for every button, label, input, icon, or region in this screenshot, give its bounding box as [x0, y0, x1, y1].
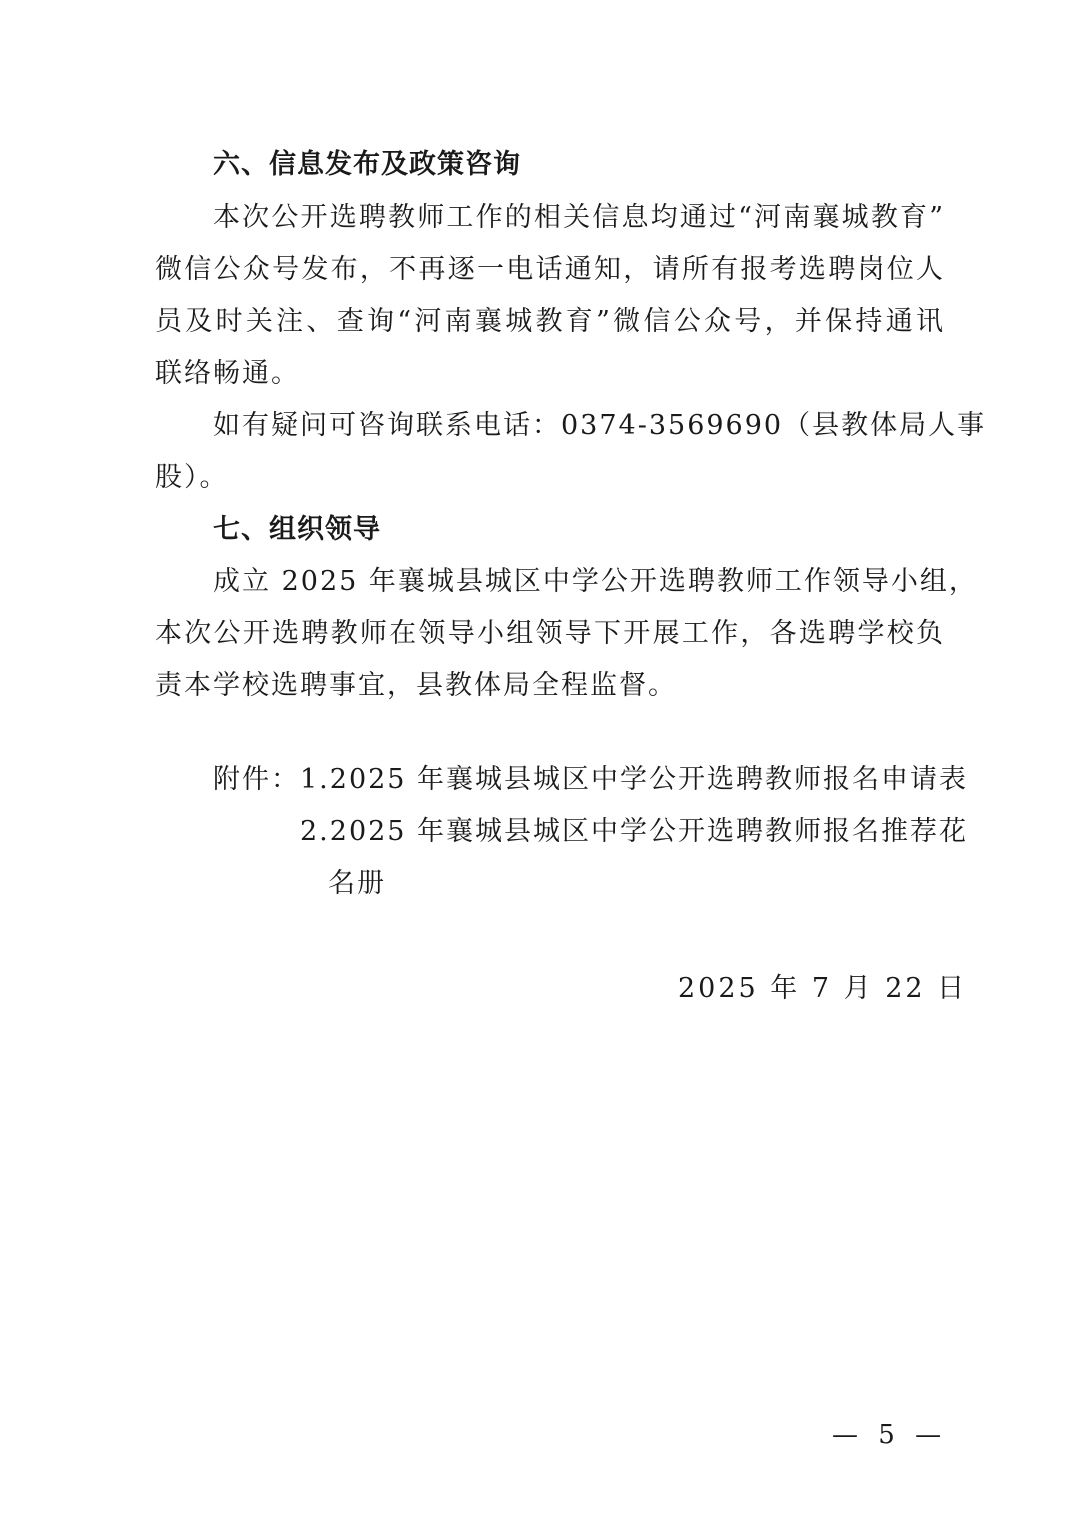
attachment-item-2-continued: 名册 — [328, 868, 386, 899]
paragraph-line: 本次公开选聘教师在领导小组领导下开展工作，各选聘学校负 — [155, 618, 945, 649]
paragraph-line: 员及时关注、查询“河南襄城教育”微信公众号，并保持通讯 — [155, 306, 945, 337]
paragraph-line: 责本学校选聘事宜，县教体局全程监督。 — [155, 670, 677, 701]
section-heading-info-release: 六、信息发布及政策咨询 — [213, 149, 521, 180]
paragraph-line: 本次公开选聘教师工作的相关信息均通过“河南襄城教育” — [213, 202, 945, 233]
document-date: 2025 年 7 月 22 日 — [678, 973, 968, 1004]
page-number: — 5 — — [832, 1420, 948, 1450]
section-heading-leadership: 七、组织领导 — [213, 514, 381, 545]
paragraph-line: 股）。 — [155, 462, 229, 493]
paragraph-line: 联络畅通。 — [155, 358, 300, 389]
paragraph-line: 成立 2025 年襄城县城区中学公开选聘教师工作领导小组， — [213, 566, 978, 597]
contact-phone-line: 如有疑问可咨询联系电话：0374-3569690（县教体局人事 — [213, 410, 987, 441]
paragraph-line: 微信公众号发布，不再逐一电话通知，请所有报考选聘岗位人 — [155, 254, 945, 285]
attachment-item-1: 1.2025 年襄城县城区中学公开选聘教师报名申请表 — [300, 764, 969, 795]
attachment-item-2: 2.2025 年襄城县城区中学公开选聘教师报名推荐花 — [300, 816, 969, 847]
attachments-label: 附件： — [213, 764, 300, 795]
